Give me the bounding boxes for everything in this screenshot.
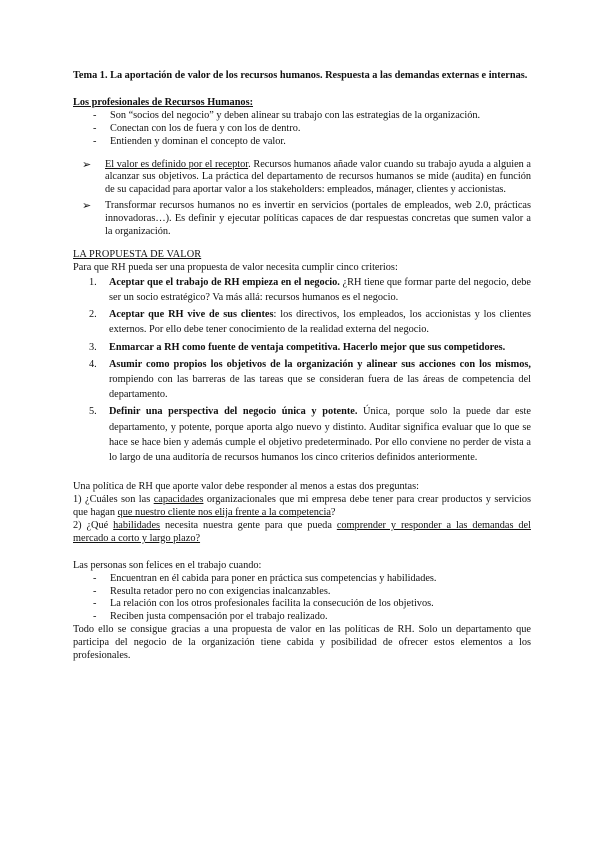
arrow-item-lead: El valor es definido por el receptor — [105, 158, 249, 170]
arrow-bullet-icon: ➢ — [82, 158, 92, 171]
criteria-number: 5. — [89, 406, 97, 418]
criteria-bold: Asumir como propios los objetivos de la organización y alinear sus acciones con los mismos, — [109, 358, 531, 370]
professionals-heading: Los profesionales de Recursos Humanos: — [73, 96, 254, 108]
question-2 — [73, 520, 531, 546]
question-underlined: comprender y responder a las demandas del mercado a corto y largo plazo? — [73, 519, 531, 544]
list-item: - Resulta retador pero no con exigencias inalcanzables. — [93, 586, 531, 599]
document-page — [73, 70, 531, 663]
professionals-list — [73, 110, 531, 149]
proposal-heading: LA PROPUESTA DE VALOR — [73, 248, 202, 260]
criteria-bold: Enmarcar a RH como fuente de ventaja competitiva. Hacerlo mejor que sus competidores. — [109, 341, 506, 353]
question-1 — [73, 494, 531, 520]
list-item: - Reciben justa compensación por el trabajo realizado. — [93, 611, 531, 624]
question-underlined: que nuestro cliente nos elija frente a la competencia — [117, 507, 331, 519]
happy-list — [73, 573, 531, 625]
list-item: - Son “socios del negocio” y deben alinear su trabajo con las estrategias de la organización. — [93, 110, 531, 123]
criteria-list — [73, 275, 531, 465]
list-item: - La relación con los otros profesionales facilita la consecución de los objetivos. — [93, 598, 531, 611]
criteria-bold: Aceptar que RH vive de sus clientes — [109, 309, 274, 321]
criteria-item — [89, 275, 531, 305]
criteria-text: ¿RH tiene que formar parte del negocio, debe ser un socio estratégico? Va más allá: recursos humanos es el negocio. — [109, 276, 531, 303]
arrow-item — [79, 200, 531, 239]
criteria-bold: Aceptar que el trabajo de RH empieza en el negocio. — [109, 276, 340, 288]
criteria-item — [89, 357, 531, 403]
arrow-item-text: . Recursos humanos añade valor cuando su trabajo ayuda a alguien a alcanzar sus objetivos. La práctica del departamento de recursos humanos se mide (audita) en función de su capacidad para aportar valor a los stakeholders: empleados, mánager, clientes y accionistas. — [105, 158, 531, 196]
criteria-number: 2. — [89, 309, 97, 321]
question-underlined: habilidades — [113, 519, 161, 531]
criteria-text: : los directivos, los empleados, los accionistas y los clientes externos. Por ello debe tener conocimiento de la realidad externa del negocio. — [109, 309, 531, 336]
arrow-list — [73, 159, 531, 239]
criteria-text: Única, porque solo la puede dar este departamento, y potente, porque aporta algo nuevo y distinto. Auditar significa evaluar que lo que se hace se hace bien y además cumple el objetivo predeterminado. Por ello conviene no perder de vista a lo largo de una auditoría de recursos humanos los cinco criterios definidos anteriormente. — [109, 406, 531, 464]
criteria-text: rompiendo con las barreras de las tareas que se consideran fuera de las áreas de competencia del departamento. — [109, 374, 531, 401]
criteria-item — [89, 340, 531, 355]
questions-intro: Una política de RH que aporte valor debe responder al menos a estas dos preguntas: — [73, 481, 419, 493]
proposal-intro: Para que RH pueda ser una propuesta de valor necesita cumplir cinco criterios: — [73, 261, 398, 273]
criteria-item — [89, 307, 531, 337]
closing-paragraph: Todo ello se consigue gracias a una propuesta de valor en las políticas de RH. Solo un departamento que participa del negocio de la organización tiene cabida y posibilidad de ofrecer estos elementos a los profesionales. — [73, 624, 531, 662]
list-item: - Encuentran en él cabida para poner en práctica sus competencias y habilidades. — [93, 573, 531, 586]
question-text: organizacionales que mi empresa debe tener para crear productos y servicios que hagan — [73, 494, 531, 519]
criteria-number: 1. — [89, 276, 97, 288]
question-text: 1) ¿Cuáles son las — [73, 494, 154, 506]
criteria-bold: Definir una perspectiva del negocio única y potente. — [109, 406, 358, 418]
list-item: - Entienden y dominan el concepto de valor. — [93, 136, 531, 149]
question-text: 2) ¿Qué — [73, 519, 114, 531]
question-underlined: capacidades — [153, 494, 204, 506]
question-text: ? — [330, 507, 336, 519]
page-title: Tema 1. La aportación de valor de los recursos humanos. Respuesta a las demandas externas e internas. — [73, 70, 528, 81]
list-item: - Conectan con los de fuera y con los de dentro. — [93, 123, 531, 136]
arrow-item — [79, 159, 531, 198]
happy-intro: Las personas son felices en el trabajo cuando: — [73, 559, 262, 571]
arrow-bullet-icon: ➢ — [82, 200, 92, 213]
criteria-item — [89, 404, 531, 465]
arrow-item-text: Transformar recursos humanos no es invertir en servicios (portales de empleados, web 2.0, prácticas innovadoras…). Es definir y ejecutar políticas capaces de dar respuestas concretas que sumen valor a la organización. — [105, 200, 531, 238]
criteria-number: 4. — [89, 358, 97, 370]
criteria-number: 3. — [89, 341, 97, 353]
question-text: necesita nuestra gente para que pueda — [160, 519, 337, 531]
